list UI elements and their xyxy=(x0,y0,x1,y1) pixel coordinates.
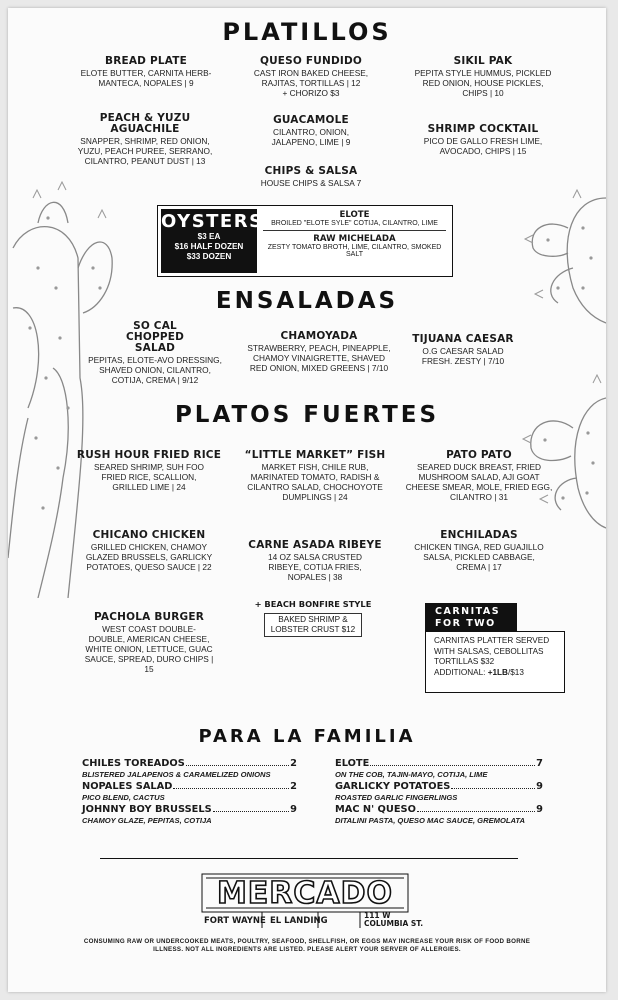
item-name: QUESO FUNDIDO xyxy=(259,55,363,67)
item-description: PICO DE GALLO FRESH LIME, AVOCADO, CHIPS | 15 xyxy=(423,136,543,156)
item-name: CHAMOYADA xyxy=(280,330,358,342)
item-name: SIKIL PAK xyxy=(453,55,513,67)
familia-item-name: GARLICKY POTATOES xyxy=(335,781,451,792)
item-description: MARKET FISH, CHILE RUB, MARINATED TOMATO, RADISH & CILANTRO SALAD, CHOCHOYOTE DUMPLINGS | 24 xyxy=(247,462,383,502)
oyster-style-desc: BROILED "ELOTE SYLE" COTIJA, CILANTRO, LIME xyxy=(271,220,438,227)
oysters-price-each: $3 EA xyxy=(197,232,221,241)
oyster-style-name: RAW MICHELADA xyxy=(313,234,396,244)
familia-item xyxy=(82,758,297,779)
item-name: SO CAL CHOPPED SALAD xyxy=(125,320,185,354)
oyster-style-name: ELOTE xyxy=(339,210,370,220)
dot-leader xyxy=(451,788,535,789)
familia-item-description: ON THE COB, TAJIN-MAYO, COTIJA, LIME xyxy=(335,770,488,779)
logo-address xyxy=(364,912,423,928)
mercado-logo xyxy=(200,872,424,930)
familia-item-price: 2 xyxy=(290,758,297,769)
carnitas-title-line: FOR TWO xyxy=(435,618,496,629)
item-name: CARNE ASADA RIBEYE xyxy=(248,539,382,551)
familia-item xyxy=(82,804,297,825)
familia-item-name: MAC N' QUESO xyxy=(335,804,416,815)
section-title-platillos: PLATILLOS xyxy=(222,18,392,46)
familia-item-price: 9 xyxy=(536,781,543,792)
dot-leader xyxy=(213,811,290,812)
item-name: RUSH HOUR FRIED RICE xyxy=(76,449,222,461)
familia-item-description: ROASTED GARLIC FINGERLINGS xyxy=(335,793,458,802)
menu-item-chips-salsa xyxy=(248,166,374,188)
familia-item xyxy=(335,781,543,802)
familia-item xyxy=(335,758,543,779)
item-description: HOUSE CHIPS & SALSA 7 xyxy=(260,178,362,188)
menu-item-chicano-chicken xyxy=(74,530,224,572)
familia-column-left xyxy=(82,758,297,825)
menu-item-pachola-burger xyxy=(74,612,224,674)
menu-item-tijuana-caesar xyxy=(408,334,518,366)
addon-description: BAKED SHRIMP & LOBSTER CRUST $12 xyxy=(264,613,362,637)
familia-item-name: NOPALES SALAD xyxy=(82,781,173,792)
oysters-price-half-dozen: $16 HALF DOZEN xyxy=(174,242,244,251)
oyster-style-desc: ZESTY TOMATO BROTH, LIME, CILANTRO, SMOKED SALT xyxy=(267,244,442,258)
item-name: PATO PATO xyxy=(446,449,512,461)
menu-sheet xyxy=(8,8,606,992)
familia-item xyxy=(335,804,543,825)
dot-leader xyxy=(370,765,535,766)
oysters-box xyxy=(157,205,453,277)
carnitas-additional xyxy=(434,668,556,679)
familia-item-price: 9 xyxy=(290,804,297,815)
item-name: PACHOLA BURGER xyxy=(93,611,205,623)
oysters-styles xyxy=(259,210,450,258)
item-addon: + CHORIZO $3 xyxy=(282,88,340,98)
familia-item-name: JOHNNY BOY BRUSSELS xyxy=(82,804,212,815)
item-name: ENCHILADAS xyxy=(440,529,518,541)
menu-item-rush-hour-fried-rice xyxy=(74,450,224,492)
menu-item-sikil-pak xyxy=(403,56,563,98)
familia-item-price: 9 xyxy=(536,804,543,815)
divider xyxy=(263,230,446,231)
item-name: BREAD PLATE xyxy=(105,55,187,67)
carnitas-title xyxy=(425,603,517,633)
logo-city: FORT WAYNE xyxy=(204,916,266,926)
menu-item-queso-fundido xyxy=(233,56,389,98)
item-name: PEACH & YUZU AGUACHILE xyxy=(99,112,191,135)
familia-item-name: ELOTE xyxy=(335,758,370,769)
carnitas-platter-text: CARNITAS PLATTER SERVED WITH SALSAS, CEBOLLITAS TORTILLAS $32 xyxy=(434,636,550,666)
carnitas-title-line: CARNITAS xyxy=(435,606,501,617)
item-name: CHICANO CHICKEN xyxy=(92,529,206,541)
item-description: SEARED SHRIMP, SUH FOO FRIED RICE, SCALLION, GRILLED LIME | 24 xyxy=(93,462,205,492)
additional-price: /$13 xyxy=(507,667,524,677)
menu-item-enchiladas xyxy=(404,530,554,572)
logo-wordmark: MERCADO xyxy=(216,876,394,911)
familia-item xyxy=(82,781,297,802)
section-title-para-la-familia: PARA LA FAMILIA xyxy=(198,726,416,747)
item-description: CILANTRO, ONION, JALAPENO, LIME | 9 xyxy=(271,127,351,147)
section-title-platos-fuertes: PLATOS FUERTES xyxy=(174,402,440,428)
item-description: GRILLED CHICKEN, CHAMOY GLAZED BRUSSELS, GARLICKY POTATOES, QUESO SAUCE | 22 xyxy=(85,542,213,572)
logo-district: EL LANDING xyxy=(270,916,328,926)
dot-leader xyxy=(417,811,535,812)
familia-item-price: 7 xyxy=(536,758,543,769)
item-description: SNAPPER, SHRIMP, RED ONION, YUZU, PEACH PUREE, SERRANO, CILANTRO, PEANUT DUST | 13 xyxy=(77,136,213,166)
oysters-title: OYSTERS xyxy=(161,211,264,232)
carnitas-description xyxy=(425,631,565,693)
familia-item-description: BLISTERED JALAPENOS & CARAMELIZED ONIONS xyxy=(82,770,271,779)
section-title-ensaladas: ENSALADAS xyxy=(215,288,399,314)
item-name: GUACAMOLE xyxy=(273,114,349,126)
menu-item-pato-pato xyxy=(404,450,554,502)
menu-item-shrimp-cocktail xyxy=(418,124,548,156)
item-description: SEARED DUCK BREAST, FRIED MUSHROOM SALAD, AJI GOAT CHEESE SMEAR, MOLE, FRIED EGG, CILANTRO | 31 xyxy=(405,462,553,502)
menu-item-carne-asada-ribeye xyxy=(240,540,390,582)
oysters-price-dozen: $33 DOZEN xyxy=(186,252,232,261)
item-description: PEPITAS, ELOTE-AVO DRESSING, SHAVED ONION, CILANTRO, COTIJA, CREMA | 9/12 xyxy=(88,355,222,385)
allergy-disclaimer: CONSUMING RAW OR UNDERCOOKED MEATS, POULTRY, SEAFOOD, SHELLFISH, OR EGGS MAY INCREASE YOUR RISK OF FOOD BORNE ILLNESS. NOT ALL INGREDIENTS ARE LISTED. PLEASE ALERT YOUR SERVER OF ALLERGIES. xyxy=(83,938,531,953)
item-description: ELOTE BUTTER, CARNITA HERB-MANTECA, NOPALES | 9 xyxy=(80,68,212,88)
familia-item-description: DITALINI PASTA, QUESO MAC SAUCE, GREMOLATA xyxy=(335,816,525,825)
item-name: SHRIMP COCKTAIL xyxy=(427,123,539,135)
item-name: “LITTLE MARKET” FISH xyxy=(244,449,386,461)
dot-leader xyxy=(186,765,289,766)
menu-item-peach-yuzu-aguachile xyxy=(70,113,220,166)
familia-item-name: CHILES TOREADOS xyxy=(82,758,185,769)
item-name: CHIPS & SALSA xyxy=(264,165,358,177)
menu-item-chamoyada xyxy=(244,331,394,373)
carnitas-for-two-box xyxy=(425,603,565,696)
menu-item-little-market-fish xyxy=(240,450,390,502)
additional-label: ADDITIONAL: xyxy=(434,667,488,677)
item-description: STRAWBERRY, PEACH, PINEAPPLE, CHAMOY VINAIGRETTE, SHAVED RED ONION, MIXED GREENS | 7/10 xyxy=(247,343,391,373)
addon-name: + BEACH BONFIRE STYLE xyxy=(254,599,372,609)
logo-address-number: 111 W xyxy=(364,911,391,920)
item-name: TIJUANA CAESAR xyxy=(412,333,514,345)
logo-address-street: COLUMBIA ST. xyxy=(364,919,424,928)
menu-item-bread-plate xyxy=(66,56,226,88)
familia-column-right xyxy=(335,758,543,825)
item-description: O.G CAESAR SALAD FRESH. ZESTY | 7/10 xyxy=(421,346,505,366)
familia-item-description: PICO BLEND, CACTUS xyxy=(82,793,165,802)
item-description: CAST IRON BAKED CHEESE, RAJITAS, TORTILLAS | 12 xyxy=(253,68,369,88)
item-description: CHICKEN TINGA, RED GUAJILLO SALSA, PICKLED CABBAGE, CREMA | 17 xyxy=(414,542,544,572)
footer-divider xyxy=(100,858,518,859)
familia-item-description: CHAMOY GLAZE, PEPITAS, COTIJA xyxy=(82,816,212,825)
menu-item-so-cal-chopped-salad xyxy=(80,321,230,385)
menu-item-guacamole xyxy=(248,115,374,147)
item-description: 14 OZ SALSA CRUSTED RIBEYE, COTIJA FRIES, NOPALES | 38 xyxy=(267,552,363,582)
item-description: PEPITA STYLE HUMMUS, PICKLED RED ONION, HOUSE PICKLES, CHIPS | 10 xyxy=(414,68,552,98)
additional-amount: +1LB xyxy=(487,667,508,677)
item-description: WEST COAST DOUBLE-DOUBLE, AMERICAN CHEESE, WHITE ONION, LETTUCE, GUAC SAUCE, SPREAD, DURO CHIPS | 15 xyxy=(84,624,214,674)
beach-bonfire-addon xyxy=(253,599,373,637)
oysters-price-panel xyxy=(161,209,264,273)
familia-item-price: 2 xyxy=(290,781,297,792)
dot-leader xyxy=(173,788,289,789)
